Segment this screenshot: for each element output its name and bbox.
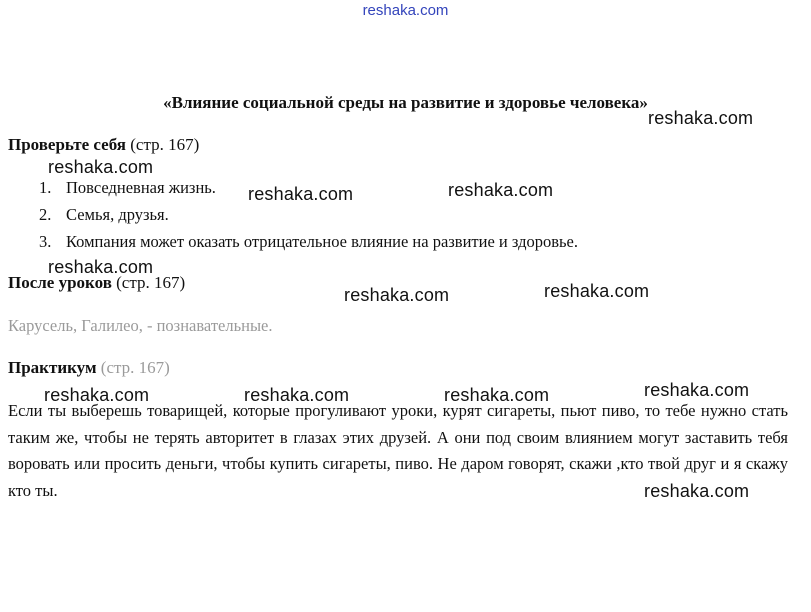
watermark-overlay: reshaka.com (44, 385, 150, 405)
watermark-overlay: reshaka.com (48, 157, 154, 177)
section-page-ref: (стр. 167) (100, 358, 170, 377)
list-item-number: 3. (39, 232, 52, 251)
after-lessons-answer (8, 316, 272, 336)
list-item-number: 2. (39, 205, 52, 224)
watermark-overlay: reshaka.com (644, 481, 750, 501)
watermark-overlay: reshaka.com (648, 108, 754, 128)
watermark-overlay: reshaka.com (444, 385, 550, 405)
answer-faded-text: Карусель, Галилео, (8, 316, 143, 335)
watermark-overlay: reshaka.com (244, 385, 350, 405)
watermark-overlay: reshaka.com (344, 285, 450, 305)
section-page-ref: (стр. 167) (116, 273, 186, 292)
list-item-text: Повседневная жизнь. (66, 178, 216, 197)
section-heading-label: Проверьте себя (8, 135, 126, 154)
document-title: «Влияние социальной среды на развитие и здоровье человека» (163, 93, 648, 112)
list-item (0, 205, 811, 225)
watermark-overlay: reshaka.com (544, 281, 650, 301)
section-heading-label: Практикум (8, 358, 97, 377)
list-item-number: 1. (39, 178, 52, 197)
list-item (0, 178, 811, 198)
watermark-overlay: reshaka.com (48, 257, 154, 277)
list-item (0, 232, 811, 252)
watermark-overlay: reshaka.com (644, 380, 750, 400)
section-heading-check-yourself (8, 135, 199, 155)
section-page-ref: (стр. 167) (130, 135, 200, 154)
watermark-overlay: reshaka.com (448, 180, 554, 200)
section-heading-practicum (8, 358, 170, 378)
section-heading-label: После уроков (8, 273, 112, 292)
practicum-paragraph: Если ты выберешь товарищей, которые прогуливают уроки, курят сигареты, пьют пиво, то тебе нужно стать таким же, чтобы не терять авторитет в глазах этих друзей. А они под своим влиянием могут заставить тебя воровать или просить деньги, чтобы купить сигареты, пиво. Не даром говорят, скажи ,кто твой друг и я скажу кто ты. (8, 401, 788, 500)
list-item-text: Семья, друзья. (66, 205, 169, 224)
answer-rest-text: - познавательные. (142, 316, 273, 335)
watermark-overlay: reshaka.com (248, 184, 354, 204)
list-item-text: Компания может оказать отрицательное влияние на развитие и здоровье. (66, 232, 578, 251)
site-watermark-top: reshaka.com (362, 2, 449, 19)
